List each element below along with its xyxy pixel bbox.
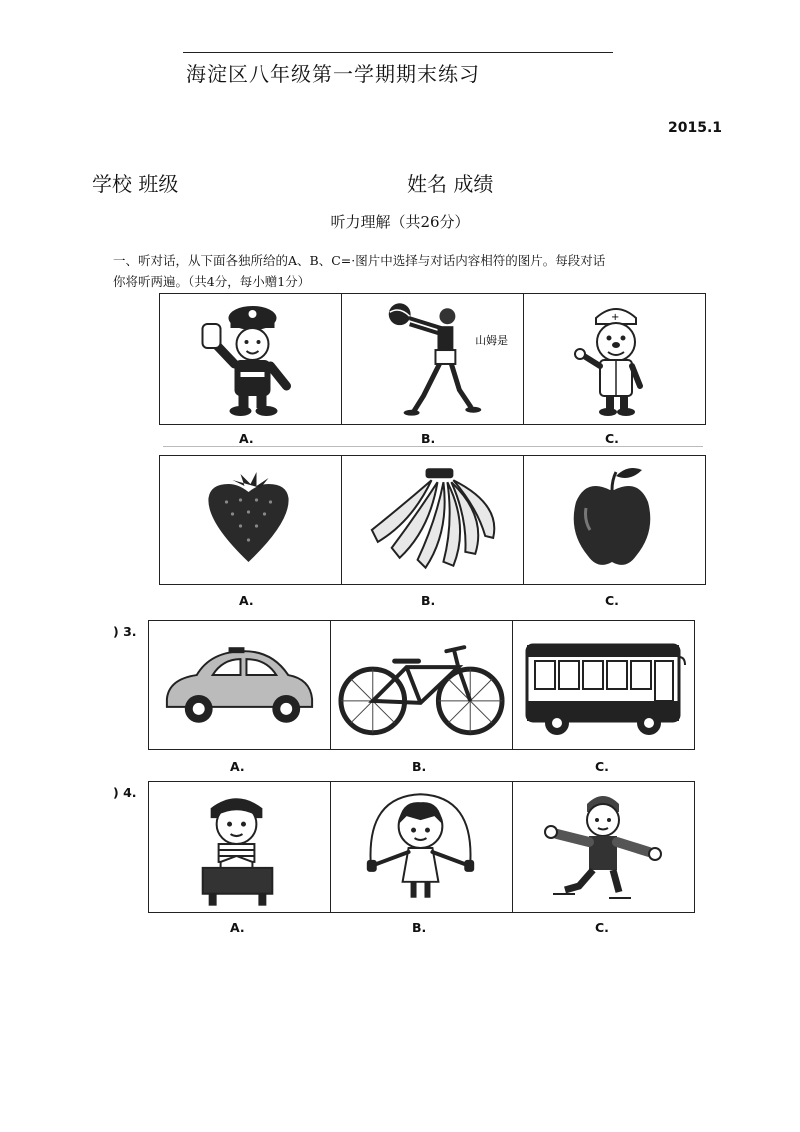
question-3-number: ) 3. <box>113 624 137 639</box>
question-3-option-b-label: B. <box>412 759 427 774</box>
option-b-caption: 山姆是 <box>475 334 509 348</box>
question-1-option-c-label: C. <box>605 431 619 446</box>
question-2-option-c-image <box>524 456 705 584</box>
girl-jumping-rope-icon <box>331 782 512 912</box>
question-1-option-b-image <box>342 294 524 424</box>
question-2-option-a-label: A. <box>239 593 254 608</box>
child-skating-icon <box>513 782 694 912</box>
question-2-option-b-image <box>342 456 524 584</box>
section-title: 听力理解（共26分） <box>330 213 470 231</box>
bus-icon <box>513 621 694 749</box>
school-class-field-label: 学校 班级 <box>92 172 179 196</box>
question-4-option-a-label: A. <box>230 920 245 935</box>
question-3-option-a-label: A. <box>230 759 245 774</box>
title-rule <box>183 52 613 53</box>
question-1-option-a-label: A. <box>239 431 254 446</box>
question-4-option-c-image <box>513 782 694 912</box>
question-4-option-b-image <box>331 782 513 912</box>
exam-date: 2015.1 <box>668 120 723 136</box>
strawberry-icon <box>160 456 341 584</box>
question-1-option-a-image <box>160 294 342 424</box>
bicycle-icon <box>331 621 512 749</box>
question-2-option-b-label: B. <box>421 593 436 608</box>
question-3-option-a-image <box>149 621 331 749</box>
exam-title: 海淀区八年级第一学期期末练习 <box>186 62 480 86</box>
boy-reading-icon <box>149 782 330 912</box>
car-icon <box>149 621 330 749</box>
policeman-icon <box>160 294 341 424</box>
question-4-image-row <box>148 781 695 913</box>
question-2-option-a-image <box>160 456 342 584</box>
doctor-icon <box>524 294 705 424</box>
question-3-option-b-image <box>331 621 513 749</box>
instruction-line-1: 一、听对话，从下面各独所给的A、B、C=·图片中选择与对话内容相符的图片。每段对话 <box>113 253 606 268</box>
apple-icon <box>524 456 705 584</box>
question-4-option-c-label: C. <box>595 920 609 935</box>
question-1-option-b-label: B. <box>421 431 436 446</box>
question-1-image-row <box>159 293 706 425</box>
bananas-icon <box>342 456 523 584</box>
question-4-number: ) 4. <box>113 785 137 800</box>
name-score-field-label: 姓名 成绩 <box>407 172 494 196</box>
svg-text:+: + <box>611 312 620 323</box>
instruction-line-2: 你将听两遍。（共4分，每小赠1分） <box>113 274 311 289</box>
question-4-option-a-image <box>149 782 331 912</box>
basketball-player-icon <box>342 294 523 424</box>
question-3-option-c-image <box>513 621 694 749</box>
question-1-option-c-image <box>524 294 705 424</box>
question-3-option-c-label: C. <box>595 759 609 774</box>
question-2-option-c-label: C. <box>605 593 619 608</box>
question-4-option-b-label: B. <box>412 920 427 935</box>
question-3-image-row <box>148 620 695 750</box>
question-2-image-row <box>159 455 706 585</box>
smudge-line <box>163 446 703 447</box>
